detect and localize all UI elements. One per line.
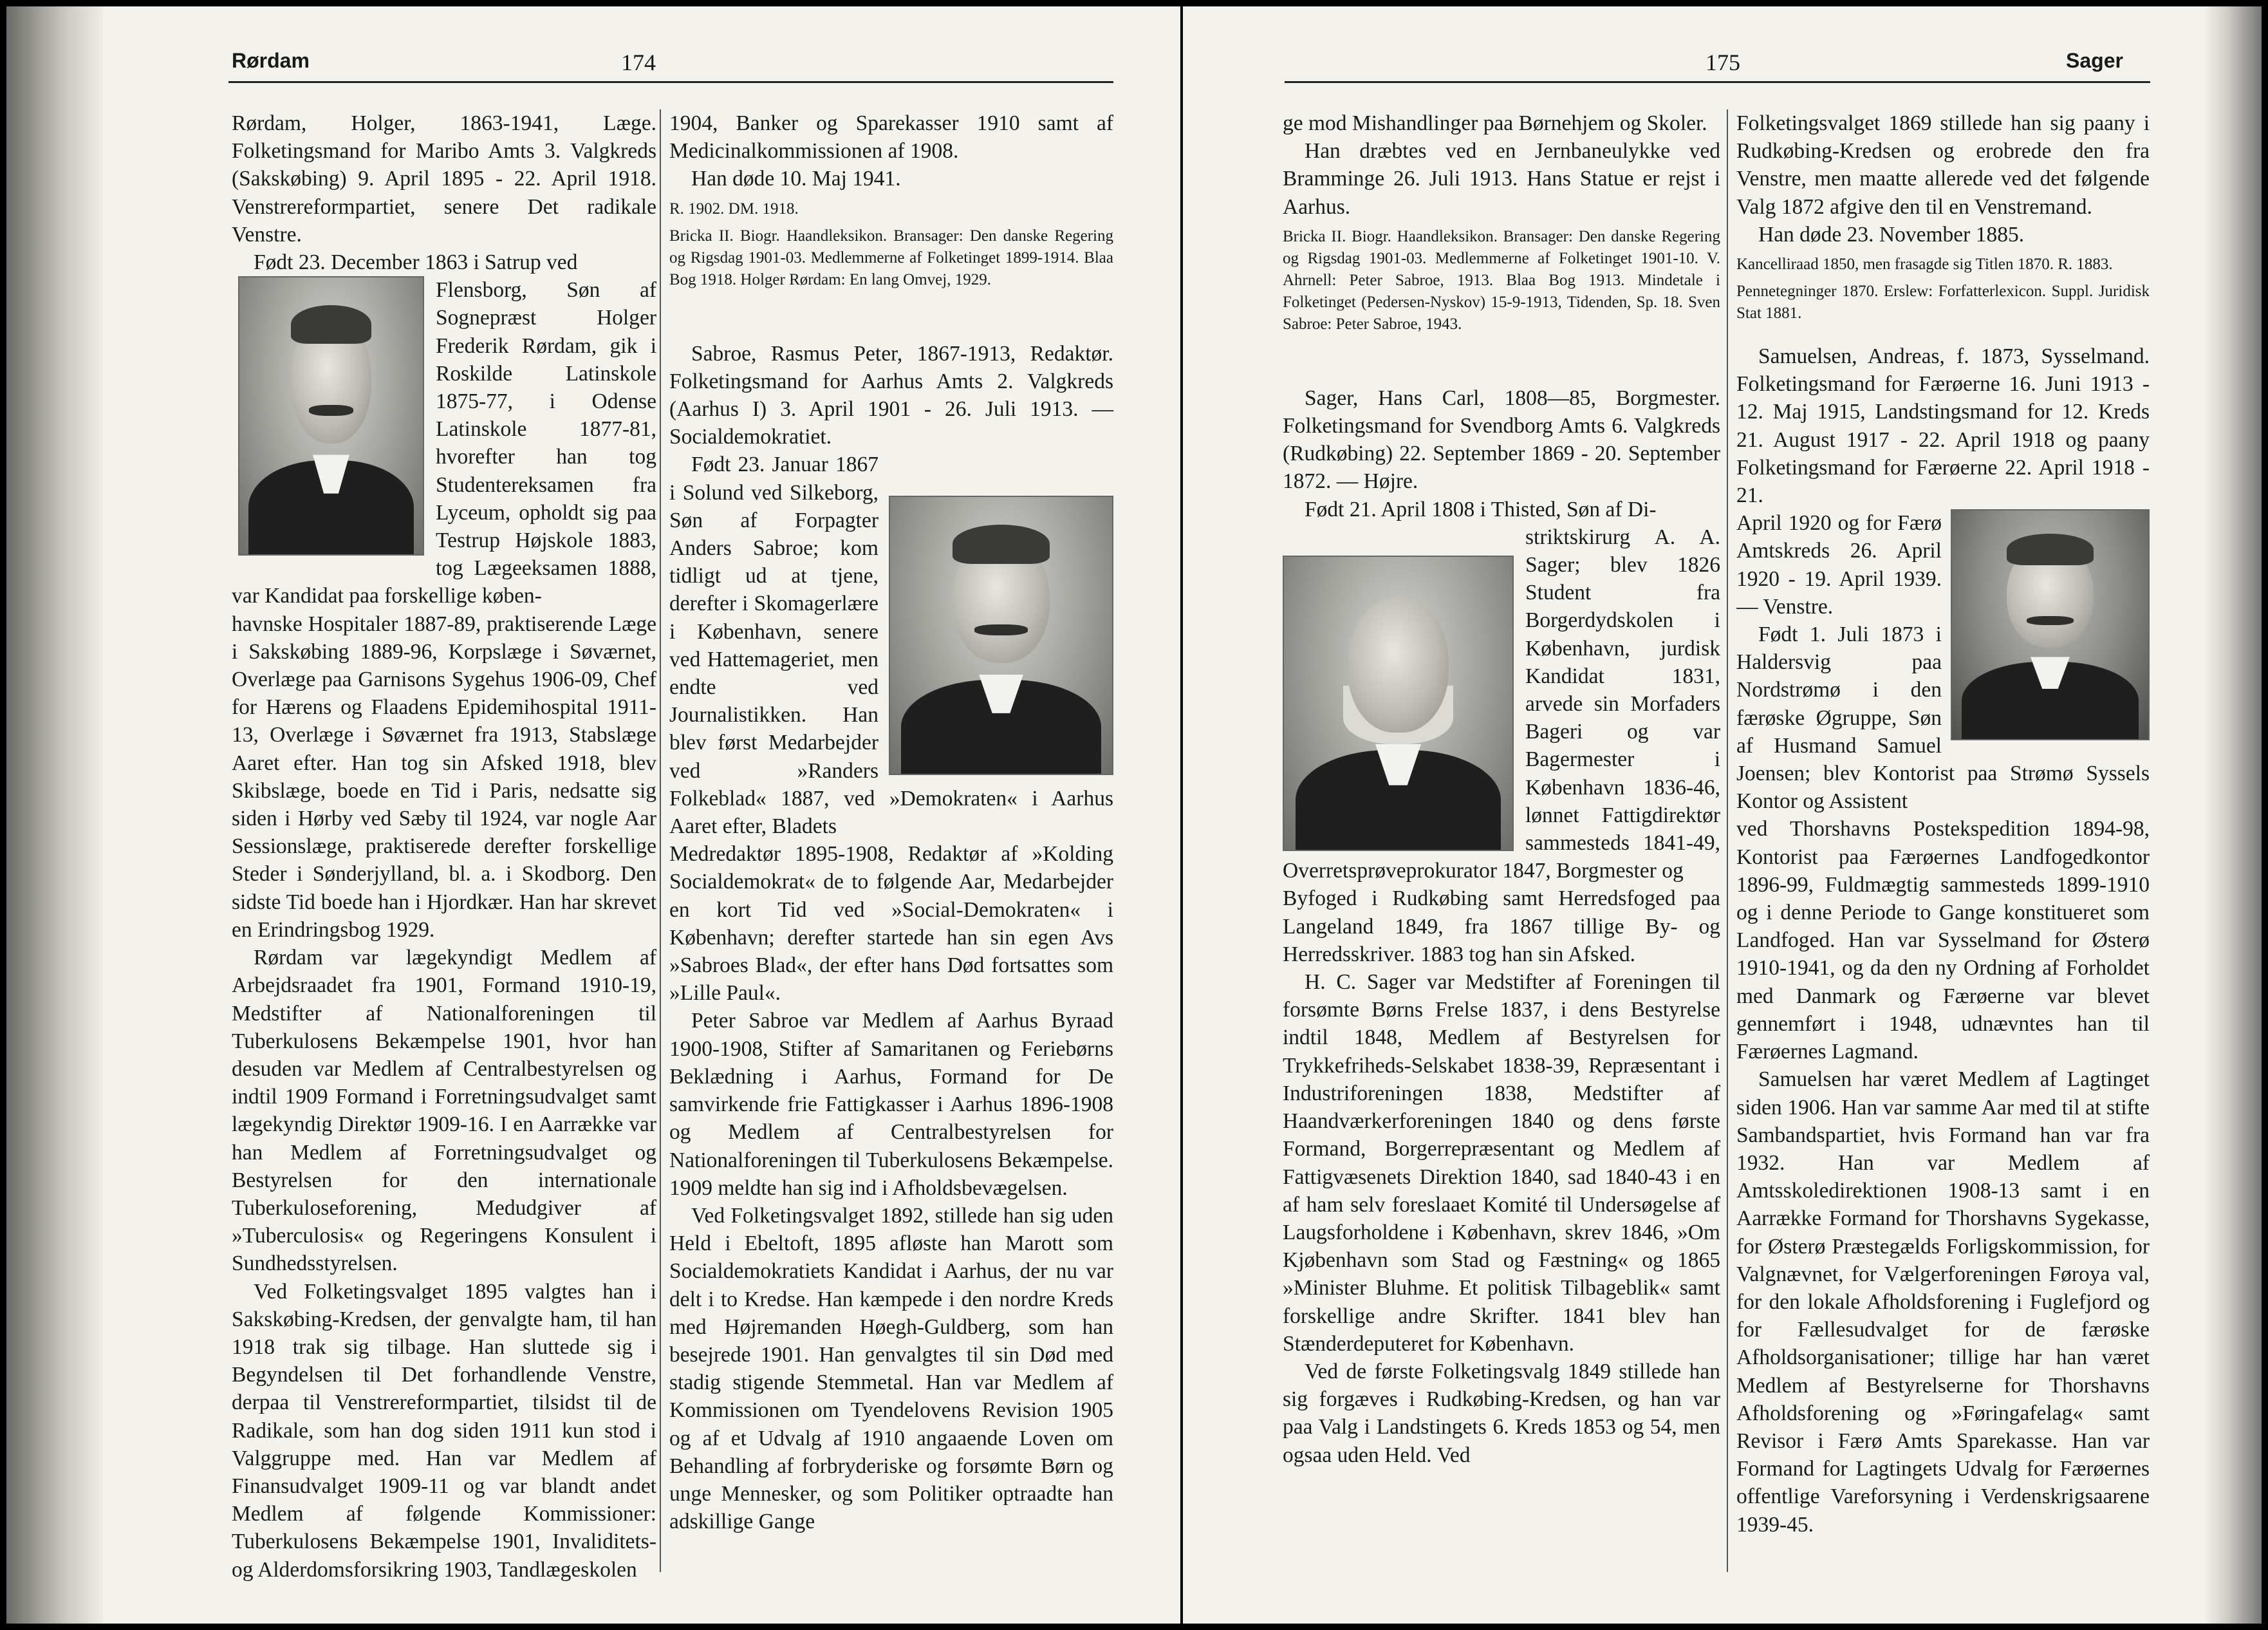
entry-sabroe-death: Han dræbtes ved en Jernbaneulykke ved Bramminge 26. Juli 1913. Hans Statue er rejst i Aarhus.	[1283, 139, 1720, 219]
entry-sager-birth: Født 21. April 1808 i Thisted, Søn af Di-	[1305, 497, 1657, 521]
entry-rordam-heading: Rørdam, Holger, 1863-1941, Læge. Folketingsmand for Maribo Amts 3. Valgkreds (Sakskøbing) 9. April 1895 - 22. April 1918. Venstrereformpartiet, senere Det radikale Venstre.	[232, 111, 656, 247]
entry-rordam-career: havnske Hospitaler 1887-89, praktiserende Læge i Sakskøbing 1889-96, Korpslæge i Søværnet, Overlæge paa Garnisons Sygehus 1906-09, Chef for Hærens og Flaadens Epidemihospital 1911-13, Overlæge i Søværnet fra 1913, Stabslæge Aaret efter. Han tog sin Afsked 1918, blev Skibslæge, boede en Tid i Paris, nedsatte sig siden i Hørby ved Sæby til 1924, var nogle Aar Sessionslæge, praktiserede derefter forskellige Steder i Sønderjylland, bl. a. i Skodborg. Den sidste Tid boede han i Hjordkær. Han har skrevet en Erindringsbog 1929.	[232, 612, 656, 942]
running-head-left: Rørdam	[232, 49, 310, 72]
portrait-sabroe	[889, 496, 1113, 775]
entry-samuelsen-heading: Samuelsen, Andreas, f. 1873, Sysselmand. Folketingsmand for Færøerne 16. Juni 1913 - 12. Maj 1915, Landstingsmand for 12. Kreds 21. August 1917 - 22. April 1918 og paany Folketingsmand for Færøerne 22. April 1918 - 21.	[1736, 344, 2150, 508]
page-edge-shadow	[6, 6, 103, 1624]
entry-rordam-honours: R. 1902. DM. 1918.	[669, 200, 799, 218]
entry-rordam-biography: Flensborg, Søn af Sognepræst Holger Frederik Rørdam, gik i Roskilde Latinskole 1875-77, i Odense Latinskole 1877-81, hvorefter han tog Studentereksamen fra Lyceum, opholdt sig paa Testrup Højskole 1883, tog Lægeeksamen 1888, var Kandidat paa forskellige køben-	[232, 278, 656, 608]
entry-samuelsen-terms: April 1920 og for Færø Amtskreds 26. April 1920 - 19. April 1939. — Venstre.	[1736, 511, 1942, 619]
entry-rordam-birth: Født 23. December 1863 i Satrup ved	[254, 250, 578, 275]
entry-sabroe-sources: Bricka II. Biogr. Haandleksikon. Bransager: Den danske Regering og Rigsdag 1901-03. Medlemmerne af Folketinget 1901-10. V. Ahrnell: Peter Sabroe, 1913. Blaa Bog 1913. Mindetale i Folketinget (Pedersen-Nyskov) 15-9-1913, Tidenden, Sp. 18. Sven Sabroe: Peter Sabroe, 1943.	[1283, 227, 1720, 333]
entry-sabroe-memberships: Peter Sabroe var Medlem af Aarhus Byraad 1900-1908, Stifter af Samaritanen og Feriebørns Beklædning i Aarhus, Formand for De samvirkende frie Fattigkasser i Aarhus 1896-1908 og Medlem af Centralbestyrelsen for Nationalforeningen til Tuberkulosens Bekæmpelse. 1909 meldte han sig ind i Afholdsbevægelsen.	[669, 1009, 1113, 1200]
entry-sabroe-career: Medredaktør 1895-1908, Redaktør af »Kolding Socialdemokrat« de to følgende Aar, Medarbejder en kort Tid ved »Social-Demokraten« i København; derefter startede han sin egen Avs »Sabroes Blad«, der efter hans Død fortsattes som »Lille Paul«.	[669, 842, 1113, 1006]
entry-sabroe-heading: Sabroe, Rasmus Peter, 1867-1913, Redaktør. Folketingsmand for Aarhus Amts 2. Valgkreds (Aarhus I) 3. April 1901 - 26. Juli 1913. — Socialdemokratiet.	[669, 341, 1113, 449]
entry-rordam-continued: 1904, Banker og Sparekasser 1910 samt af Medicinalkommissionen af 1908.	[669, 111, 1113, 164]
entry-rordam-sources: Bricka II. Biogr. Haandleksikon. Bransager: Den danske Regering og Rigsdag 1901-03. Medlemmerne af Folketinget 1899-1914. Blaa Bog 1918. Holger Rørdam: En lang Omvej, 1929.	[669, 227, 1113, 288]
entry-sager-sources: Pennetegninger 1870. Erslew: Forfatterlexicon. Suppl. Juridisk Stat 1881.	[1736, 283, 2150, 323]
running-head-right: Sager	[2066, 49, 2123, 72]
entry-sager-biography: striktskirurg A. A. Sager; blev 1826 Student fra Borgerdydskolen i København, jurdisk Kandidat 1831, arvede sin Morfaders Bageri og var Bagermester i København 1836-46, lønnet Fattigdirektør sammesteds 1841-49, Overretsprøveprokurator 1847, Borgmester og	[1283, 525, 1720, 883]
entry-rordam-death: Han døde 10. Maj 1941.	[691, 167, 901, 191]
entry-sager-elections: Ved de første Folketingsvalg 1849 stillede han sig forgæves i Rudkøbing-Kredsen, og han var paa Valg i Landstingets 6. Kreds 1853 og 54, men ogsaa uden Held. Ved	[1283, 1359, 1720, 1467]
page-edge-shadow	[2204, 6, 2262, 1624]
entry-samuelsen-biography: Født 1. Juli 1873 i Haldersvig paa Nordstrømø i den færøske Øgruppe, Søn af Husmand Samuel Joensen; blev Kontorist paa Strømø Syssels Kontor og Assistent	[1736, 623, 2150, 814]
left-page	[6, 6, 1180, 1624]
portrait-rordam	[238, 276, 424, 556]
entry-sager-career: Byfoged i Rudkøbing samt Herredsfoged paa Langeland 1849, fra 1867 tillige By- og Herredsskriver. 1883 tog han sin Afsked.	[1283, 886, 1720, 966]
entry-samuelsen-career: ved Thorshavns Postekspedition 1894-98, Kontorist paa Færøernes Landfogedkontor 1896-99, Fuldmægtig sammesteds 1899-1910 og i denne Periode to Gange konstitueret som Landfoged. Han var Sysselmand for Østerø 1910-1941, og da den ny Ordning af Forholdet med Danmark og Færøerne var blevet gennemført i 1948, udnævntes han til Færøernes Lagmand.	[1736, 817, 2150, 1064]
entry-samuelsen-memberships: Samuelsen har været Medlem af Lagtinget siden 1906. Han var samme Aar med til at stifte Sambandspartiet, hvis Formand han var fra 1932. Han var Medlem af Amtsskoledirektionen 1908-13 samt i en Aarrække Formand for Thorshavns Sygekasse, for Østerø Præstegælds Forligskommission, for Valgnævnet, for Vælgerforeningen Føroya val, for den lokale Afholdsforening i Fuglefjord og for Fællesudvalget for de færøske Afholdsorganisationer; tillige har han været Medlem af Bestyrelserne for Thorshavns Afholdsforening og »Føringafelag« samt Revisor i Færø Amts Sparekasse. Han var Formand for Lagtingets Udvalg for Færøernes offentlige Vareforsyning i Verdenskrigsaarene 1939-45.	[1736, 1067, 2150, 1537]
entry-sabroe-continued: ge mod Mishandlinger paa Børnehjem og Skoler.	[1283, 111, 1707, 135]
right-page	[1183, 6, 2262, 1624]
portrait-sager	[1283, 556, 1514, 851]
entry-sager-honours: Kancelliraad 1850, men frasagde sig Titlen 1870. R. 1883.	[1736, 256, 2113, 274]
page-number-left: 174	[621, 50, 656, 75]
left-column-1	[232, 109, 656, 1584]
column-divider	[660, 109, 661, 1572]
portrait-samuelsen	[1951, 509, 2150, 740]
entry-sabroe-biography: Født 23. Januar 1867 i Solund ved Silkeborg, Søn af Forpagter Anders Sabroe; kom tidligt ud at tjene, derefter i Skomagerlære i København, senere ved Hattemageriet, men endte ved Journalistikken. Han blev først Medarbejder ved »Randers Folkeblad« 1887, ved »Demokraten« i Aarhus Aaret efter, Bladets	[669, 453, 1113, 839]
right-column-1	[1283, 109, 1720, 1469]
page-number-right: 175	[1706, 50, 1740, 75]
entry-rordam-memberships: Rørdam var lægekyndigt Medlem af Arbejdsraadet fra 1901, Formand 1910-19, Medstifter af Nationalforeningen til Tuberkulosens Bekæmpelse 1901, hvor han desuden var Medlem af Centralbestyrelsen og indtil 1909 Formand i Forretningsudvalget samt lægekyndig Direktør 1909-16. I en Aarrække var han Medlem af Forretningsudvalget og Bestyrelsen for den internationale Tuberkuloseforening, Medudgiver af »Tuberculosis« og Regeringens Konsulent i Sundhedsstyrelsen.	[232, 946, 656, 1276]
entry-sager-heading: Sager, Hans Carl, 1808—85, Borgmester. Folketingsmand for Svendborg Amts 6. Valgkreds (Rudkøbing) 22. September 1869 - 20. September 1872. — Højre.	[1283, 386, 1720, 494]
entry-rordam-elections: Ved Folketingsvalget 1895 valgtes han i Sakskøbing-Kredsen, der genvalgte ham, til han 1918 trak sig tilbage. Han sluttede sig i Begyndelsen til Det forhandlende Venstre, derpaa til Venstrereformpartiet, tilsidst til de Radikale, som han dog siden 1911 kun stod i Valggruppe med. Han var Medlem af Finansudvalget 1909-11 og var blandt andet Medlem af følgende Kommissioner: Tuberkulosens Bekæmpelse 1901, Invaliditets- og Alderdomsforsikring 1903, Tandlægeskolen	[232, 1279, 656, 1582]
header-rule	[1285, 81, 2150, 83]
left-column-2	[669, 109, 1113, 1535]
entry-sabroe-elections: Ved Folketingsvalget 1892, stillede han sig uden Held i Ebeltoft, 1895 afløste han Marott som Socialdemokratiets Kandidat i Aarhus, der nu var delt i to Kredse. Han kæmpede i den nordre Kreds med Højremanden Høegh-Guldberg, som han besejrede 1901. Han genvalgtes til sin Død med stadig stigende Stemmetal. Han var Medlem af Kommissionen om Tyendelovens Revision 1905 og af et Udvalg af 1910 angaaende Loven om Behandling af forbryderiske og forsømte Børn og unge Mennesker, og som Politiker optraadte han adskillige Gange	[669, 1203, 1113, 1534]
column-divider	[1727, 109, 1728, 1572]
entry-sager-death: Han døde 23. November 1885.	[1758, 222, 2025, 247]
header-rule	[228, 81, 1113, 83]
right-column-2	[1736, 109, 2150, 1539]
entry-sager-continued: Folketingsvalget 1869 stillede han sig paany i Rudkøbing-Kredsen og erobrede den fra Venstre, men maatte allerede ved det følgende Valg 1872 afgive den til en Venstremand.	[1736, 111, 2150, 219]
entry-sager-memberships: H. C. Sager var Medstifter af Foreningen til forsømte Børns Frelse 1837, i dens Bestyrelse indtil 1848, Medlem af Bestyrelsen for Trykkefriheds-Selskabet 1838-39, Repræsentant i Industriforeningen 1838, Medstifter af Haandværkerforeningen 1840 og dens første Formand, Borgerrepræsentant og Medlem af Fattigvæsenets Direktion 1840, sad 1840-43 i en af ham selv foreslaaet Komité til Undersøgelse af Laugsforholdene i København, skrev 1846, »Om Kjøbenhavn som Stad og Fæstning« og 1865 »Minister Bluhme. Et politisk Tilbageblik« samt forskellige andre Skrifter. 1841 blev han Stænderdeputeret for København.	[1283, 970, 1720, 1356]
